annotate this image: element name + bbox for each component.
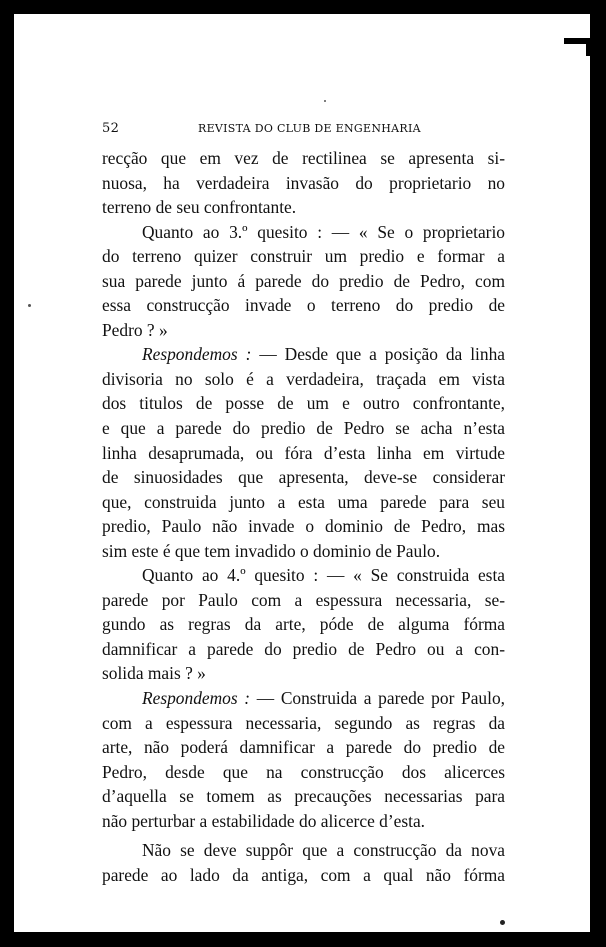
paragraph [102, 342, 505, 563]
paragraph [102, 686, 505, 833]
text-line: sua parede junto á parede do predio de Pedro, com [102, 270, 505, 291]
scan-speck [324, 100, 326, 102]
paragraph [102, 563, 505, 686]
text-line: gundo as regras da arte, póde de alguma fórma [102, 614, 505, 635]
text-line: linha desaprumada, ou fóra d’esta linha em virtude [102, 442, 505, 463]
text-line: Não se deve suppôr que a construcção da nova [142, 840, 505, 861]
journal-title: REVISTA DO CLUB DE ENGENHARIA [198, 122, 421, 135]
text-line: Pedro ? » [102, 319, 168, 340]
book-page [14, 14, 590, 932]
text-line: d’aquella se tomem as precauções necessarias para [102, 786, 505, 807]
text-line: não perturbar a estabilidade do alicerce d’esta. [102, 810, 426, 831]
text-line: solida mais ? » [102, 663, 206, 684]
text-line: Quanto ao 3.º quesito : — « Se o proprietario [142, 221, 505, 242]
body-text [102, 146, 505, 887]
text-line: que, construida junto a esta uma parede para seu [102, 491, 505, 512]
text-line: divisoria no solo é a verdadeira, traçada em vista [102, 368, 505, 389]
text-line: terreno de seu confrontante. [102, 197, 297, 218]
text-line: com a espessura necessaria, segundo as regras da [102, 712, 505, 733]
page-number: 52 [102, 121, 120, 136]
text-line: nuosa, ha verdadeira invasão do proprietario no [102, 172, 505, 193]
respondemos-label: Respondemos : [142, 344, 252, 365]
scan-edge-mark [586, 38, 590, 56]
text-line: Respondemos : — Desde que a posição da linha [142, 344, 505, 365]
scan-speck [28, 304, 31, 307]
text-line: recção que em vez de rectilinea se apresenta si- [102, 148, 505, 168]
text-line: Quanto ao 4.º quesito : — « Se construida esta [142, 565, 505, 586]
text-line: essa construcção invade o terreno do predio de [102, 295, 505, 316]
paragraph [102, 838, 505, 887]
paragraph [102, 146, 505, 220]
scan-speck [500, 920, 505, 925]
text-line: parede por Paulo com a espessura necessaria, se- [102, 589, 505, 610]
text-line: Pedro, desde que na construcção dos alicerces [102, 761, 505, 782]
text-line: sim este é que tem invadido o dominio de Paulo. [102, 540, 441, 561]
paragraph [102, 220, 505, 343]
text-line: damnificar a parede do predio de Pedro ou a con- [102, 638, 505, 659]
text-line: dos titulos de posse de um e outro confrontante, [102, 393, 505, 414]
text-line: de sinuosidades que apresenta, deve-se considerar [102, 467, 505, 488]
text-line: do terreno quizer construir um predio e formar a [102, 246, 505, 267]
text-line: Respondemos : — Construida a parede por Paulo, [142, 688, 505, 709]
text-line: arte, não poderá damnificar a parede do predio de [102, 737, 505, 758]
text-line: e que a parede do predio de Pedro se acha n’esta [102, 418, 505, 439]
text-line: predio, Paulo não invade o dominio de Pedro, mas [102, 516, 505, 537]
running-head [102, 121, 522, 139]
respondemos-label: Respondemos : [142, 688, 251, 709]
text-line: parede ao lado da antiga, com a qual não fórma [102, 864, 505, 885]
